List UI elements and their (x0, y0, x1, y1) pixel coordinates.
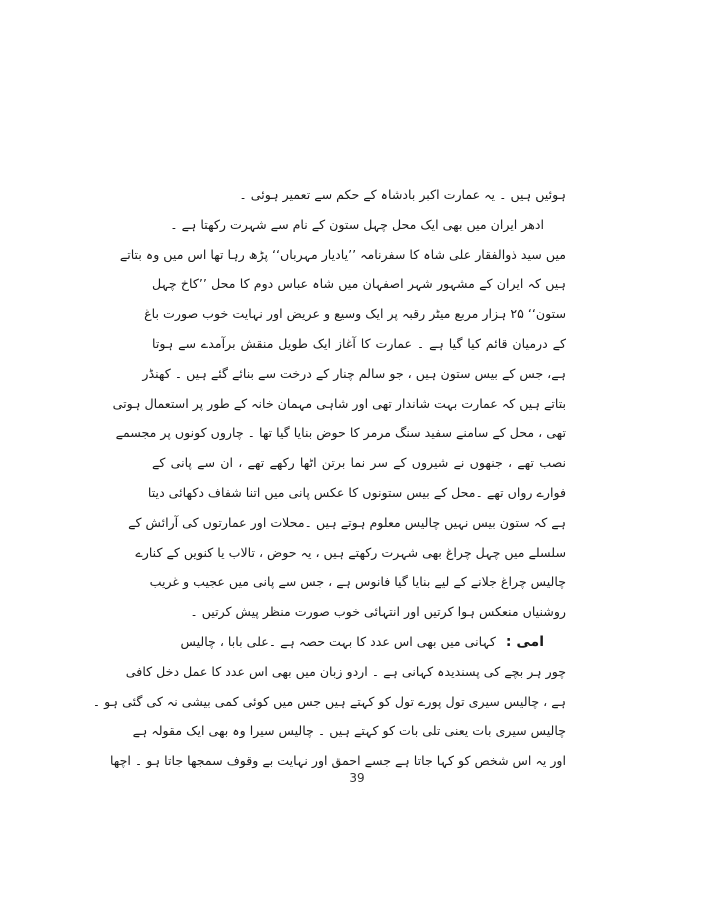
section-heading-line (152, 627, 566, 657)
text-line: ہے، جس کے بیس ستون ہیں ، جو سالم چنار کے درخت سے بنائے گئے ہیں ۔ کھنڈر (142, 365, 566, 381)
text-line: چالیس چراغ جلانے کے لیے بنایا گیا فانوس ہے ، جس سے پانی میں عجیب و غریب (149, 574, 566, 590)
text-line: چالیس سیری بات یعنی تلی بات کو کہتے ہیں ۔ چالیس سیرا وہ بھی ایک مقولہ ہے (132, 723, 566, 739)
text-line: سلسلے میں چہل چراغ بھی شہرت رکھتے ہیں ، یہ حوض ، تالاب یا کنویں کے کنارے (135, 544, 566, 560)
text-line: ہیں کہ ایران کے مشہور شہر اصفہان میں شاہ عباس دوم کا محل ’’کاخ چہل (152, 276, 566, 292)
text-line: بتاتے ہیں کہ عمارت بہت شاندار تھی اور شاہی مہمان خانہ کے طور پر استعمال ہوتی (112, 395, 566, 411)
text-line: ہے ، چالیس سیری تول پورے تول کو کہتے ہیں جس میں کوئی کمی بیشی نہ کی گئی ہو ۔ (92, 693, 566, 709)
text-line: میں سید ذوالفقار علی شاہ کا سفرنامہ ’’یادیار مہرباں‘‘ پڑھ رہا تھا اس میں وہ بتاتے (119, 246, 566, 262)
text-line: ہوئیں ہیں ۔ یہ عمارت اکبر بادشاہ کے حکم سے تعمیر ہوئی ۔ (239, 187, 566, 202)
text-line: کہانی میں بھی اس عدد کا بہت حصہ ہے ۔علی بابا ، چالیس (180, 633, 496, 649)
text-line: ہے کہ ستون بیس نہیں چالیس معلوم ہوتے ہیں ۔محلات اور عمارتوں کی آرائش کے (128, 514, 566, 530)
section-heading: امی : (505, 633, 544, 650)
text-line: ادھر ایران میں بھی ایک محل چہل ستون کے نام سے شہرت رکھتا ہے ۔ (170, 216, 544, 232)
text-line: تھی ، محل کے سامنے سفید سنگ مرمر کا حوض بنایا گیا تھا ۔ چاروں کونوں پر مجسمے (115, 425, 566, 441)
text-line: روشنیاں منعکس ہوا کرتیں اور انتہائی خوب صورت منظر پیش کرتیں ۔ (190, 604, 566, 620)
text-line: فوارے رواں تھے ۔محل کے بیس ستونوں کا عکس پانی میں اتنا شفاف دکھائی دیتا (147, 484, 566, 500)
text-line: ستون‘‘ ۲۵ ہزار مربع میٹر رقبہ پر ایک وسیع و عریض اور نہایت خوب صورت باغ (144, 306, 566, 322)
page-number: 39 (349, 771, 365, 785)
text-line: کے درمیان قائم کیا گیا ہے ۔ عمارت کا آغاز ایک طویل منقش برآمدے سے ہوتا (152, 335, 566, 351)
body-text (92, 180, 566, 776)
text-line: چور ہر بچے کی پسندیدہ کہانی ہے ۔ اردو زبان میں بھی اس عدد کا عمل دخل کافی (125, 663, 566, 679)
text-line: نصب تھے ، جنھوں نے شیروں کے سر نما برتن اٹھا رکھے تھے ، ان سے پانی کے (152, 455, 566, 471)
text-line: اور یہ اس شخص کو کہا جاتا ہے جسے احمق اور نہایت بے وقوف سمجھا جاتا ہو ۔ اچھا (109, 753, 566, 769)
